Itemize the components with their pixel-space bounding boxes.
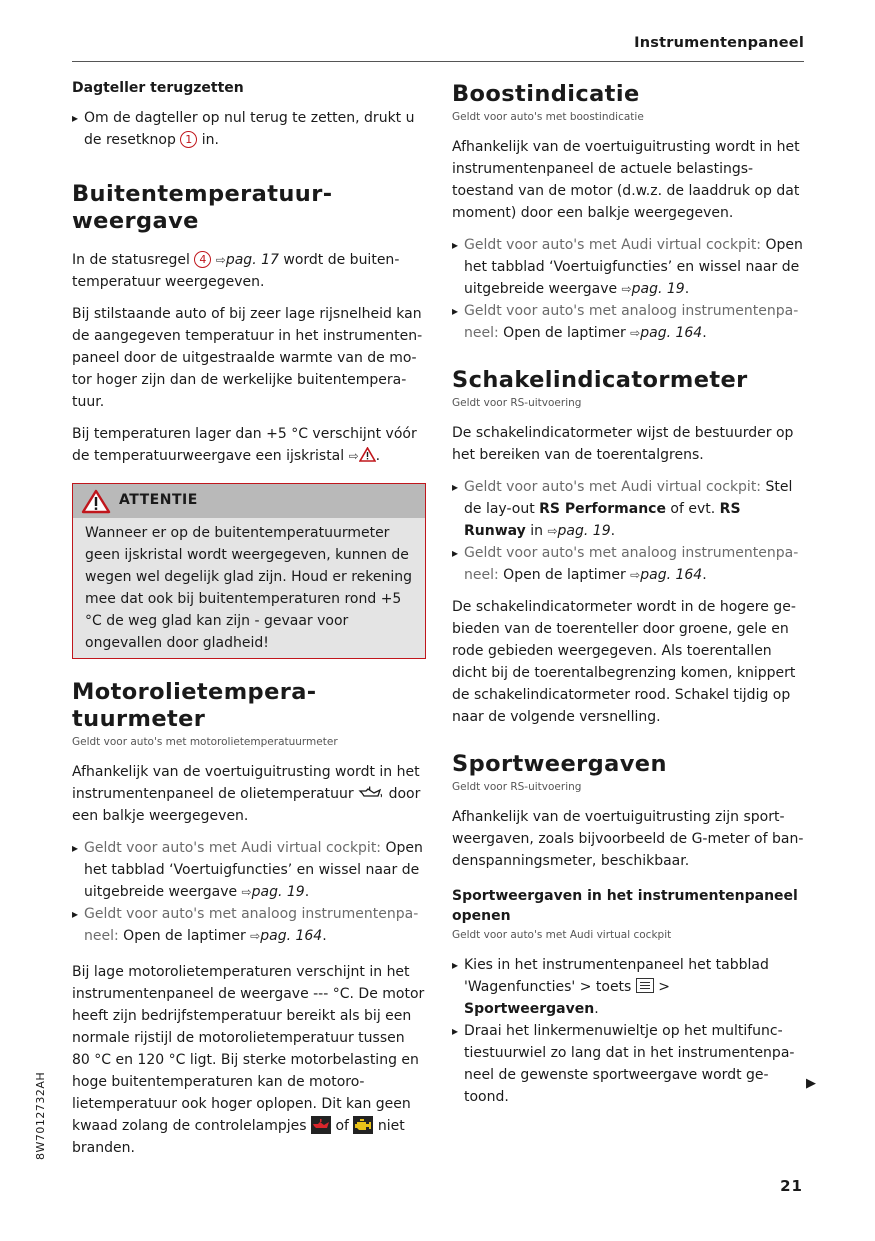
boost-p1: Afhankelijk van de voertuiguitrusting wordt in het instrumentenpaneel de actuele belastingstoestand van de motor (d.w.z. de laaddruk op dat moment) door een balkje weergegeven. xyxy=(452,139,800,221)
list-item: ▸ Draai het linkermenuwieltje op het multifunctiestuurwiel zo lang dat in het instrumentenpaneel de gewenste sportweergave wordt getoond. xyxy=(452,1020,806,1108)
schakel-steps xyxy=(452,476,806,586)
page-header xyxy=(72,33,804,62)
triangle-right-icon: ▶ xyxy=(806,1076,816,1091)
dagteller-steps xyxy=(72,107,426,151)
sport-p1: Afhankelijk van de voertuiguitrusting zijn sportweergaven, zoals bijvoorbeeld de G-meter of bandenspanningsmeter, beschikbaar. xyxy=(452,809,804,869)
engine-check-icon xyxy=(353,1116,373,1134)
attentie-header xyxy=(73,484,425,518)
left-column xyxy=(72,78,426,1159)
schakel-p2: De schakelindicatormeter wordt in de hogere gebieden van de toerenteller door groene, gele en rode gebieden weergegeven. Als toerentallen dicht bij de toerentalbegrenzing komen, knippert de schakelindicatormeter rood. Schakel tijdig op naar de volgende versnelling. xyxy=(452,599,796,725)
sport-heading: Sportweergaven xyxy=(452,751,667,777)
boost-steps xyxy=(452,234,806,344)
oil-temperature-icon xyxy=(358,786,384,799)
list-item: ▸ Geldt voor auto's met Audi virtual cockpit: Open het tabblad ‘Voertuigfuncties’ en wissel naar de uitgebreide weergave ⇨pag. 19. xyxy=(452,234,806,300)
attentie-box xyxy=(72,483,426,659)
buiten-p2: Bij stilstaande auto of bij zeer lage rijsnelheid kan de aangegeven temperatuur in het instrumentenpaneel door de uitgestraalde warmte van de motor hoger zijn dan de werkelijke buitentemperatuur. xyxy=(72,306,423,410)
attentie-text: Wanneer er op de buitentemperatuurmeter geen ijskristal wordt weergegeven, kunnen de wegen wel degelijk glad zijn. Houd er rekening mee dat ook bij buitentemperaturen rond +5 °C de weg glad kan zijn - gevaar voor ongevallen door gladheid! xyxy=(85,525,413,651)
list-item: ▸ Geldt voor auto's met Audi virtual cockpit: Open het tabblad ‘Voertuigfuncties’ en wissel naar de uitgebreide weergave ⇨pag. 19. xyxy=(72,837,426,903)
sport-sub-heading: Sportweergaven in het instrumentenpaneel openen xyxy=(452,888,798,924)
menu-list-icon xyxy=(636,978,654,993)
dagteller-heading: Dagteller terugzetten xyxy=(72,80,244,96)
motorolie-steps xyxy=(72,837,426,947)
list-item: ▸ Geldt voor auto's met analoog instrumentenpaneel: Open de laptimer ⇨pag. 164. xyxy=(452,542,806,586)
sport-steps xyxy=(452,954,806,1108)
header-title: Instrumentenpaneel xyxy=(634,35,804,51)
attentie-body xyxy=(73,518,425,658)
statusbar-callout: 4 xyxy=(194,251,211,268)
schakel-p1: De schakelindicatormeter wijst de bestuurder op het bereiken van de toerentalgrens. xyxy=(452,425,794,463)
buiten-p1: In de statusregel 4 ⇨pag. 17 wordt de buitentemperatuur weergegeven. xyxy=(72,252,400,290)
motorolie-heading: Motorolietempera- tuurmeter xyxy=(72,679,317,732)
motorolie-p2: Bij lage motorolietemperaturen verschijnt in het instrumentenpaneel de weergave --- °C. De motor heeft zijn bedrijfstemperatuur bereikt als bij een normale rijstijl de motorolietemperatuur tussen 80 °C en 120 °C ligt. Bij sterke motorbelasting en hoge buitentemperaturen kan de motorolietemperatuur ook hoger oplopen. Dit kan geen kwaad zolang de controlelampjes of niet branden. xyxy=(72,964,425,1156)
list-item: ▸ Kies in het instrumentenpaneel het tabblad 'Wagenfuncties' > toets > Sportweergaven. xyxy=(452,954,806,1020)
page-number: 21 xyxy=(780,1177,803,1195)
boost-applies: Geldt voor auto's met boostindicatie xyxy=(452,111,644,123)
boost-heading: Boostindicatie xyxy=(452,81,640,107)
motorolie-p1: Afhankelijk van de voertuiguitrusting wordt in het instrumentenpaneel de olietemperatuur door een balkje weergegeven. xyxy=(72,764,421,824)
schakel-heading: Schakelindicatormeter xyxy=(452,367,748,393)
list-item: ▸ Om de dagteller op nul terug te zetten, drukt u de resetknop 1 in. xyxy=(72,107,426,151)
list-item: ▸ Geldt voor auto's met analoog instrumentenpaneel: Open de laptimer ⇨pag. 164. xyxy=(452,300,806,344)
list-item: ▸ Geldt voor auto's met Audi virtual cockpit: Stel de lay-out RS Performance of evt. RS Runway in ⇨pag. 19. xyxy=(452,476,806,542)
buiten-heading: Buitentemperatuur- weergave xyxy=(72,181,333,234)
right-column xyxy=(452,78,806,1108)
oil-pressure-warning-icon xyxy=(311,1116,331,1134)
sport-applies: Geldt voor RS-uitvoering xyxy=(452,781,582,793)
attentie-title: ATTENTIE xyxy=(119,492,198,508)
motorolie-applies: Geldt voor auto's met motorolietemperatuurmeter xyxy=(72,736,338,748)
list-item: ▸ Geldt voor auto's met analoog instrumentenpaneel: Open de laptimer ⇨pag. 164. xyxy=(72,903,426,947)
reset-button-callout: 1 xyxy=(180,131,197,148)
schakel-applies: Geldt voor RS-uitvoering xyxy=(452,397,582,409)
buiten-p3: Bij temperaturen lager dan +5 °C verschijnt vóór de temperatuurweergave een ijskristal ⇨ . xyxy=(72,426,417,464)
sport-sub-applies: Geldt voor auto's met Audi virtual cockpit xyxy=(452,929,672,941)
warning-triangle-icon xyxy=(81,489,111,514)
warning-ref-icon xyxy=(359,447,376,462)
document-code: 8W7012732AH xyxy=(34,1071,47,1160)
